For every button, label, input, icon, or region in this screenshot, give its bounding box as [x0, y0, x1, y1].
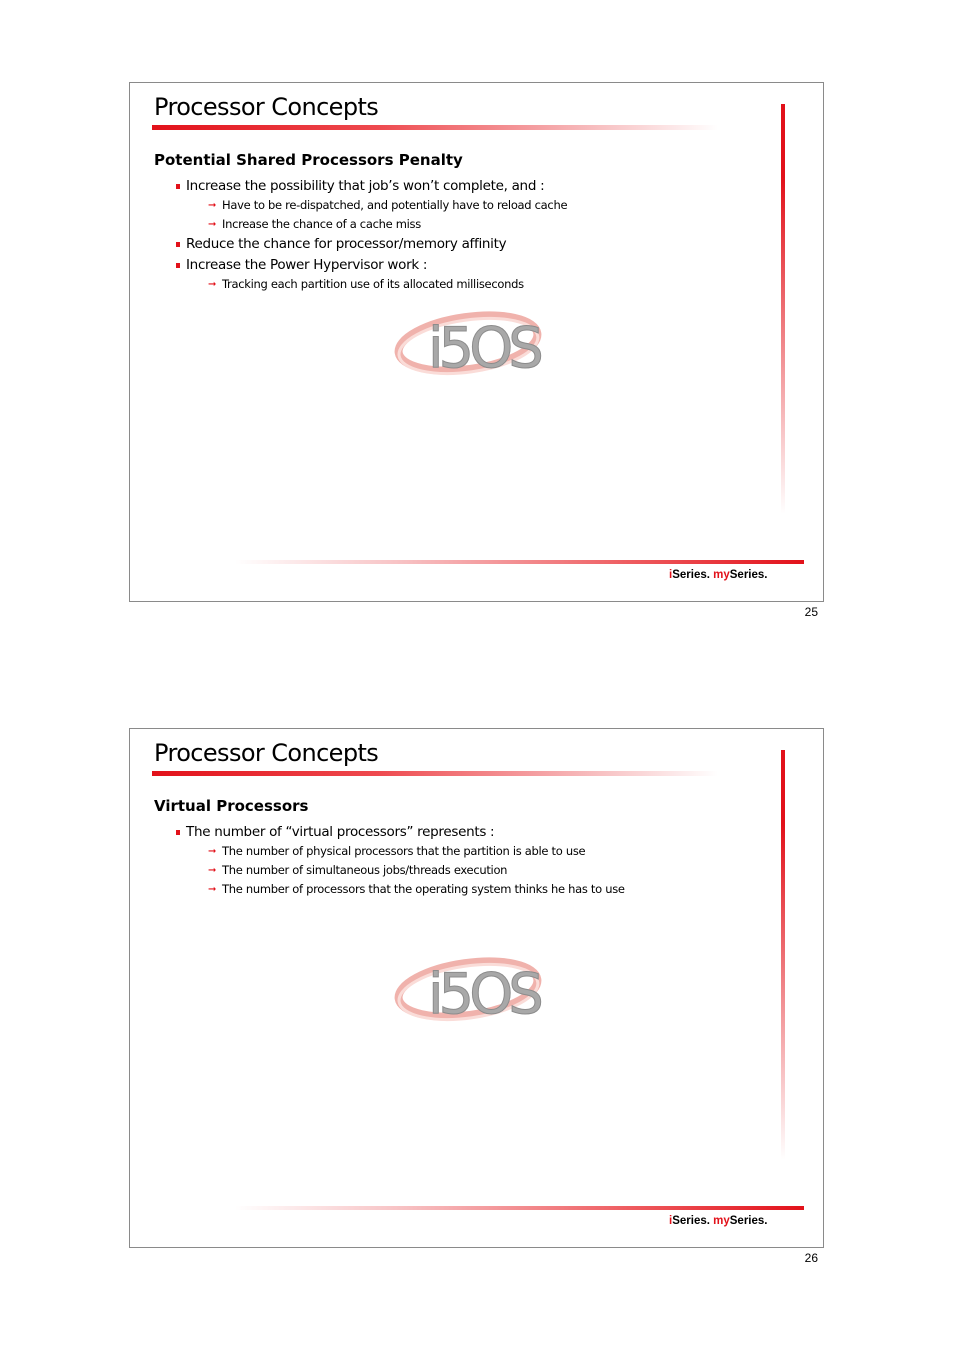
- slide-26: [129, 728, 824, 1248]
- bullet-item: The number of “virtual processors” represents : ➞ The number of physical processors that the partition is able to use ➞ The number of simultaneous jobs/threads execution ➞ The number of processors that the operating system thinks he has to use: [175, 824, 625, 897]
- red-square-bullet-icon: [176, 263, 180, 268]
- red-arrow-bullet-icon: ➞: [208, 219, 217, 230]
- footer-rule: [235, 1206, 804, 1210]
- right-accent-bar: [781, 750, 785, 1160]
- red-square-bullet-icon: [176, 242, 180, 247]
- sub-bullet-list: [186, 277, 567, 292]
- right-accent-bar: [781, 104, 785, 514]
- brand-tagline: iSeries. mySeries.: [669, 569, 768, 581]
- svg-text:i5OS: i5OS: [428, 962, 539, 1027]
- red-arrow-bullet-icon: ➞: [208, 865, 217, 876]
- sub-bullet-list: [186, 198, 567, 232]
- bullet-list: [175, 824, 625, 901]
- page-number: 25: [804, 605, 818, 619]
- red-square-bullet-icon: [176, 830, 180, 835]
- red-arrow-bullet-icon: ➞: [208, 884, 217, 895]
- sub-bullet-list: [186, 844, 625, 897]
- page-number: 26: [804, 1251, 818, 1265]
- i5os-logo: [390, 949, 560, 1029]
- red-arrow-bullet-icon: ➞: [208, 846, 217, 857]
- slide-25: [129, 82, 824, 602]
- red-square-bullet-icon: [176, 184, 180, 189]
- title-underline: [152, 125, 718, 130]
- sub-bullet-item: ➞ Have to be re-dispatched, and potentially have to reload cache: [208, 198, 568, 212]
- bullet-item: Increase the possibility that job’s won’t complete, and : ➞ Have to be re-dispatched, and potentially have to reload cache ➞ Increase the chance of a cache miss: [175, 178, 567, 232]
- bullet-list: [175, 178, 567, 296]
- i5os-logo: [390, 303, 560, 383]
- slide-title: Processor Concepts: [154, 739, 379, 767]
- bullet-item: Increase the Power Hypervisor work : ➞ Tracking each partition use of its allocated milliseconds: [175, 257, 567, 292]
- red-arrow-bullet-icon: ➞: [208, 200, 217, 211]
- title-underline: [152, 771, 718, 776]
- sub-bullet-item: ➞ The number of physical processors that the partition is able to use: [208, 844, 586, 858]
- brand-tagline: iSeries. mySeries.: [669, 1215, 768, 1227]
- section-heading: Potential Shared Processors Penalty: [154, 151, 463, 169]
- svg-text:i5OS: i5OS: [428, 316, 539, 381]
- sub-bullet-item: ➞ Increase the chance of a cache miss: [208, 217, 421, 231]
- sub-bullet-item: ➞ The number of processors that the operating system thinks he has to use: [208, 882, 625, 896]
- slide-title: Processor Concepts: [154, 93, 379, 121]
- bullet-item: Reduce the chance for processor/memory affinity: [175, 236, 567, 253]
- red-arrow-bullet-icon: ➞: [208, 279, 217, 290]
- sub-bullet-item: ➞ The number of simultaneous jobs/threads execution: [208, 863, 508, 877]
- footer-rule: [235, 560, 804, 564]
- sub-bullet-item: ➞ Tracking each partition use of its allocated milliseconds: [208, 277, 524, 291]
- section-heading: Virtual Processors: [154, 797, 309, 815]
